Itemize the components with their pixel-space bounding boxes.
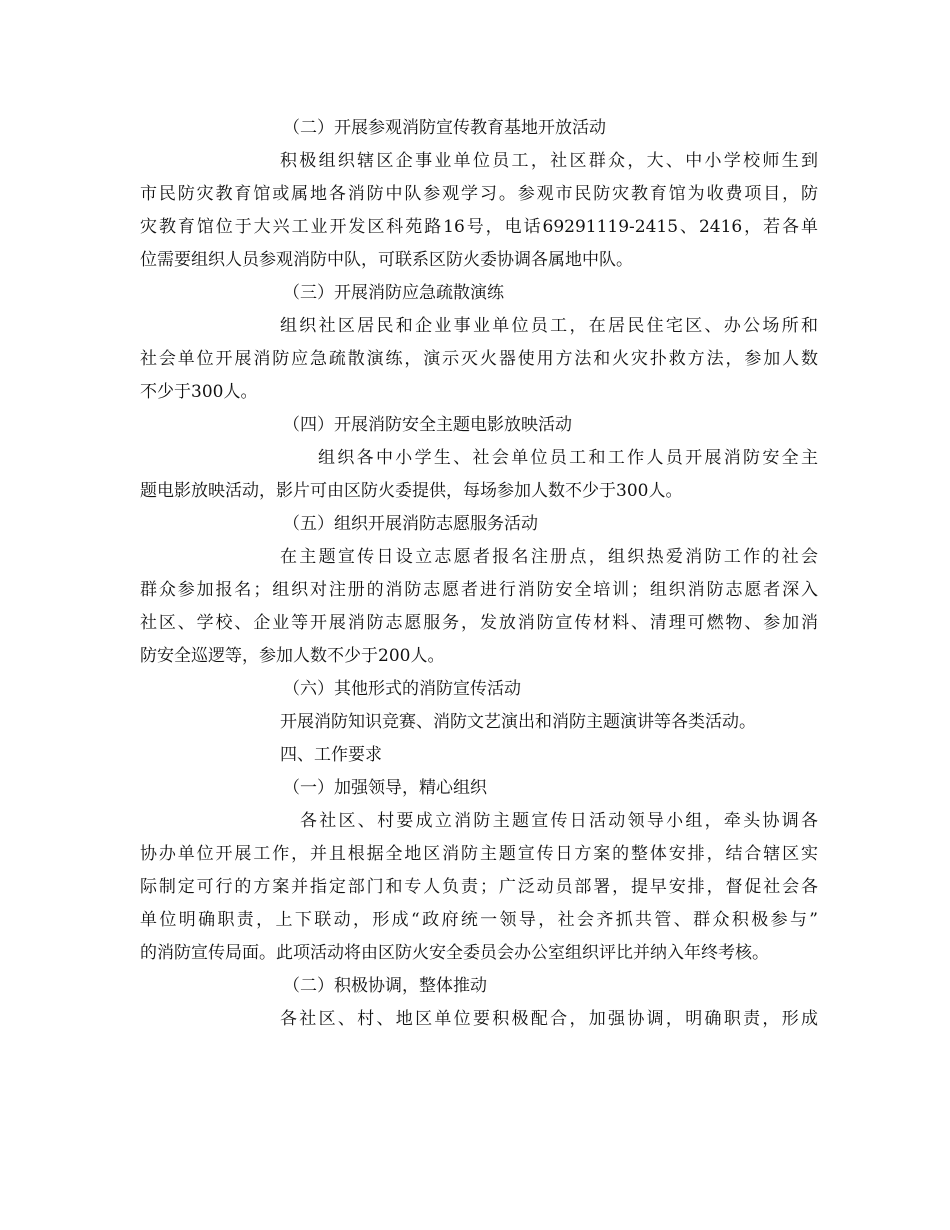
section-heading: （三）开展消防应急疏散演练	[283, 283, 504, 303]
paragraph-line: 灾教育馆位于大兴工业开发区科苑路16号，电话69291119-2415、2416，若各单	[140, 217, 818, 237]
paragraph-line: 各社区、村要成立消防主题宣传日活动领导小组，牵头协调各	[300, 811, 818, 831]
paragraph-line: 各社区、村、地区单位要积极配合，加强协调，明确职责，形成	[280, 1009, 818, 1029]
section-heading: （二）积极协调，整体推动	[283, 976, 487, 996]
paragraph-line: 的消防宣传局面。此项活动将由区防火安全委员会办公室组织评比并纳入年终考核。	[140, 943, 769, 963]
paragraph-line: 题电影放映活动，影片可由区防火委提供，每场参加人数不少于300人。	[140, 481, 683, 501]
paragraph-line: 单位明确职责，上下联动，形成“政府统一领导，社会齐抓共管、群众积极参与”	[140, 910, 818, 930]
section-heading: （五）组织开展消防志愿服务活动	[283, 514, 538, 534]
paragraph-line: 不少于300人。	[140, 382, 258, 402]
paragraph-line: 组织各中小学生、社会单位员工和工作人员开展消防安全主	[318, 448, 818, 468]
chapter-heading: 四、工作要求	[280, 745, 382, 765]
paragraph-line: 组织社区居民和企业事业单位员工，在居民住宅区、办公场所和	[280, 316, 818, 336]
paragraph-line: 社区、学校、企业等开展消防志愿服务，发放消防宣传材料、清理可燃物、参加消	[140, 613, 818, 633]
document-body	[140, 114, 818, 1038]
paragraph-line: 开展消防知识竞赛、消防文艺演出和消防主题演讲等各类活动。	[280, 712, 756, 732]
paragraph-line: 群众参加报名；组织对注册的消防志愿者进行消防安全培训；组织消防志愿者深入	[140, 580, 818, 600]
section-heading: （六）其他形式的消防宣传活动	[283, 679, 521, 699]
section-heading: （四）开展消防安全主题电影放映活动	[283, 415, 572, 435]
paragraph-line: 协办单位开展工作，并且根据全地区消防主题宣传日方案的整体安排，结合辖区实	[140, 844, 818, 864]
paragraph-line: 在主题宣传日设立志愿者报名注册点，组织热爱消防工作的社会	[280, 547, 818, 567]
section-heading: （一）加强领导，精心组织	[283, 778, 487, 798]
paragraph-line: 际制定可行的方案并指定部门和专人负责；广泛动员部署，提早安排，督促社会各	[140, 877, 818, 897]
paragraph-line: 防安全巡逻等，参加人数不少于200人。	[140, 646, 445, 666]
paragraph-line: 积极组织辖区企事业单位员工，社区群众，大、中小学校师生到	[280, 151, 818, 171]
paragraph-line: 市民防灾教育馆或属地各消防中队参观学习。参观市民防灾教育馆为收费项目，防	[140, 184, 818, 204]
paragraph-line: 社会单位开展消防应急疏散演练，演示灭火器使用方法和火灾扑救方法，参加人数	[140, 349, 818, 369]
paragraph-line: 位需要组织人员参观消防中队，可联系区防火委协调各属地中队。	[140, 250, 633, 270]
section-heading: （二）开展参观消防宣传教育基地开放活动	[283, 118, 606, 138]
